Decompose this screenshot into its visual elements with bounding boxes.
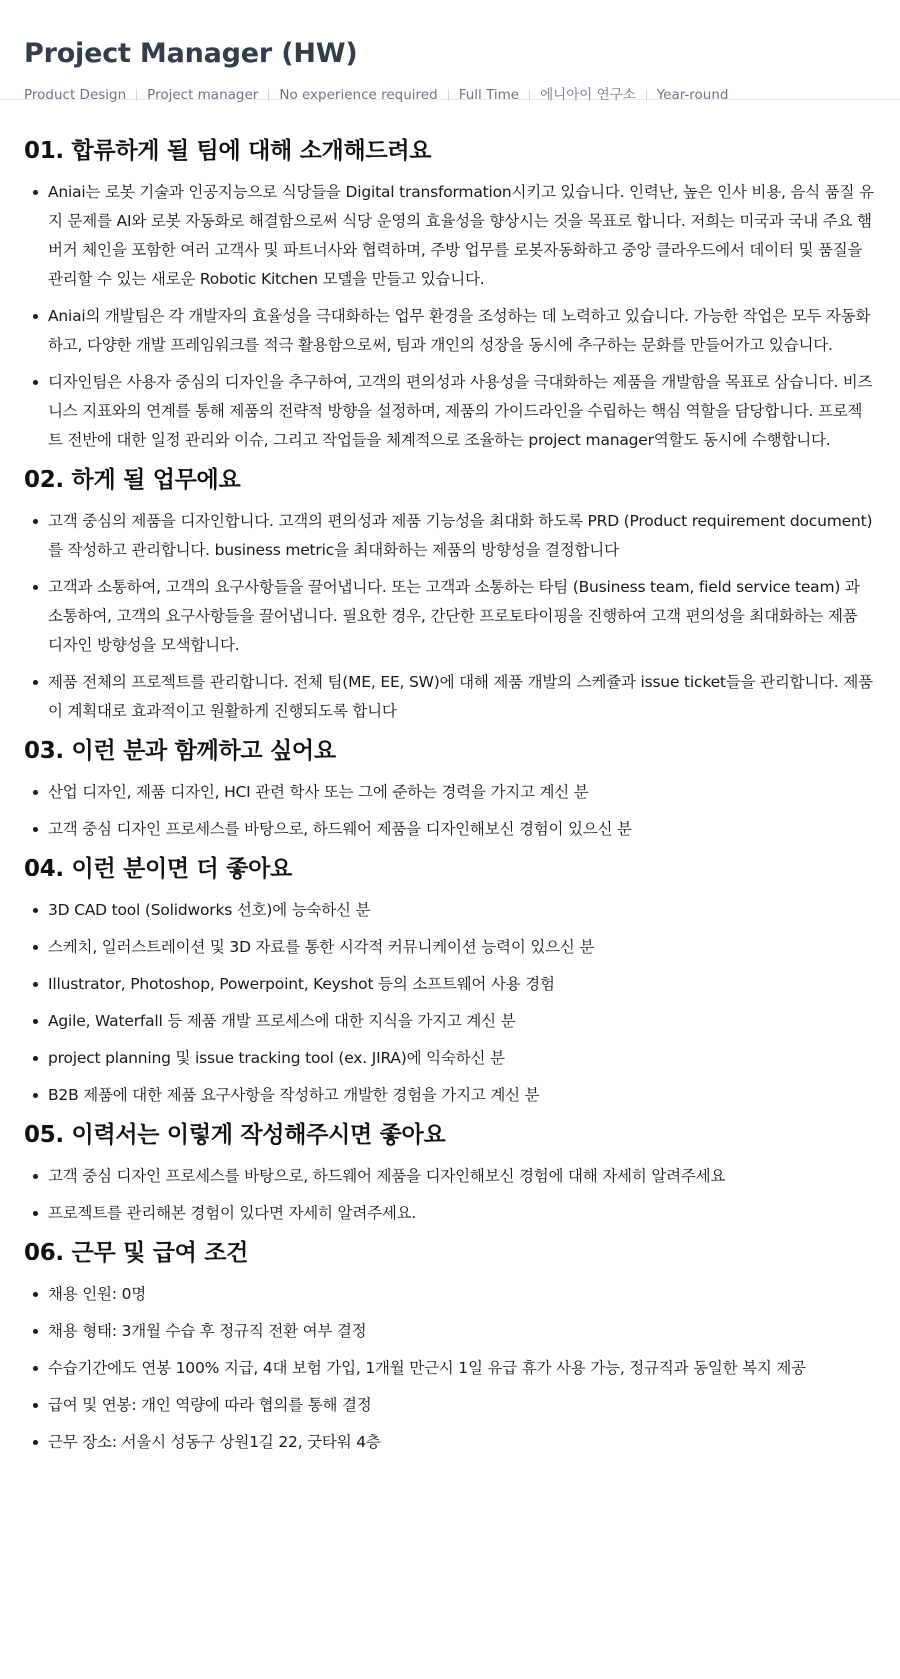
meta-company: 에니아이 연구소 <box>540 87 636 103</box>
list-item: 채용 인원: 0명 <box>48 1280 876 1309</box>
list-item: 디자인팀은 사용자 중심의 디자인을 추구하여, 고객의 편의성과 사용성을 극대화하는 제품을 개발함을 목표로 삼습니다. 비즈니스 지표와의 연계를 통해 제품의 전략적 방향을 설정하며, 제품의 가이드라인을 수립하는 핵심 역할을 담당합니다. 프로젝트 전반에 대한 일정 관리와 이슈, 그리고 작업들을 체계적으로 조율하는 project manager역할도 동시에 수행합니다. <box>48 368 876 455</box>
meta-divider <box>268 89 269 101</box>
section-resume-guide <box>24 1120 876 1228</box>
job-header <box>0 0 900 103</box>
list-item: 제품 전체의 프로젝트를 관리합니다. 전체 팀(ME, EE, SW)에 대해 제품 개발의 스케쥴과 issue ticket들을 관리합니다. 제품이 계획대로 효과적이고 원활하게 진행되도록 합니다 <box>48 668 876 726</box>
list-item: 채용 형태: 3개월 수습 후 정규직 전환 여부 결정 <box>48 1317 876 1346</box>
list-item: 수습기간에도 연봉 100% 지급, 4대 보험 가입, 1개월 만근시 1일 유급 휴가 사용 가능, 정규직과 동일한 복지 제공 <box>48 1354 876 1383</box>
section-title: 06. 근무 및 급여 조건 <box>24 1240 249 1266</box>
section-title: 05. 이력서는 이렇게 작성해주시면 좋아요 <box>24 1122 446 1148</box>
meta-divider <box>529 89 530 101</box>
list-item: project planning 및 issue tracking tool (ex. JIRA)에 익숙하신 분 <box>48 1044 876 1073</box>
list-item: 프로젝트를 관리해본 경험이 있다면 자세히 알려주세요. <box>48 1199 876 1228</box>
list-item: Aniai는 로봇 기술과 인공지능으로 식당들을 Digital transformation시키고 있습니다. 인력난, 높은 인사 비용, 음식 품질 유지 문제를 AI와 로봇 자동화로 해결함으로써 식당 운영의 효율성을 향상시는 것을 목표로 합니다. 저희는 미국과 국내 주요 햄버거 체인을 포함한 여러 고객사 및 파트너사와 협력하며, 주방 업무를 로봇자동화하고 중앙 클라우드에서 데이터 및 품질을 관리할 수 있는 새로운 Robotic Kitchen 모델을 만들고 있습니다. <box>48 178 876 294</box>
section-list <box>24 778 876 844</box>
meta-role: Project manager <box>147 87 259 103</box>
meta-divider <box>448 89 449 101</box>
list-item: 고객 중심 디자인 프로세스를 바탕으로, 하드웨어 제품을 디자인해보신 경험이 있으신 분 <box>48 815 876 844</box>
section-list <box>24 1162 876 1228</box>
section-title: 01. 합류하게 될 팀에 대해 소개해드려요 <box>24 138 432 164</box>
list-item: 고객 중심 디자인 프로세스를 바탕으로, 하드웨어 제품을 디자인해보신 경험에 대해 자세히 알려주세요 <box>48 1162 876 1191</box>
list-item: 산업 디자인, 제품 디자인, HCI 관련 학사 또는 그에 준하는 경력을 가지고 계신 분 <box>48 778 876 807</box>
section-preferred <box>24 854 876 1110</box>
list-item: 고객과 소통하여, 고객의 요구사항들을 끌어냅니다. 또는 고객과 소통하는 타팀 (Business team, field service team) 과 소통하여, 고객의 요구사항들을 끌어냅니다. 필요한 경우, 간단한 프로토타이핑을 진행하여 고객 편의성을 최대화하는 제품 디자인 방향성을 모색합니다. <box>48 573 876 660</box>
list-item: 급여 및 연봉: 개인 역량에 따라 협의를 통해 결정 <box>48 1391 876 1420</box>
list-item: 고객 중심의 제품을 디자인합니다. 고객의 편의성과 제품 기능성을 최대화 하도록 PRD (Product requirement document)를 작성하고 관리합니다. business metric을 최대화하는 제품의 방향성을 결정합니다 <box>48 507 876 565</box>
list-item: Agile, Waterfall 등 제품 개발 프로세스에 대한 지식을 가지고 계신 분 <box>48 1007 876 1036</box>
section-title: 02. 하게 될 업무에요 <box>24 467 241 493</box>
meta-employment-type: Full Time <box>458 87 520 103</box>
section-title: 03. 이런 분과 함께하고 싶어요 <box>24 738 336 764</box>
meta-divider <box>136 89 137 101</box>
list-item: Illustrator, Photoshop, Powerpoint, Keyshot 등의 소프트웨어 사용 경험 <box>48 970 876 999</box>
section-responsibilities <box>24 465 876 726</box>
meta-hiring-period: Year-round <box>656 87 729 103</box>
page-title: Project Manager (HW) <box>24 38 358 69</box>
list-item: 근무 장소: 서울시 성동구 상원1길 22, 굿타워 4층 <box>48 1428 876 1457</box>
list-item: B2B 제품에 대한 제품 요구사항을 작성하고 개발한 경험을 가지고 계신 분 <box>48 1081 876 1110</box>
section-team-intro <box>24 136 876 455</box>
list-item: 3D CAD tool (Solidworks 선호)에 능숙하신 분 <box>48 896 876 925</box>
section-list <box>24 1280 876 1457</box>
section-requirements <box>24 736 876 844</box>
section-list <box>24 507 876 726</box>
list-item: Aniai의 개발팀은 각 개발자의 효율성을 극대화하는 업무 환경을 조성하는 데 노력하고 있습니다. 가능한 작업은 모두 자동화하고, 다양한 개발 프레임워크를 적극 활용함으로써, 팀과 개인의 성장을 동시에 추구하는 문화를 만들어가고 있습니다. <box>48 302 876 360</box>
meta-experience: No experience required <box>279 87 438 103</box>
meta-divider <box>646 89 647 101</box>
section-title: 04. 이런 분이면 더 좋아요 <box>24 856 292 882</box>
job-description <box>0 100 900 1457</box>
section-conditions <box>24 1238 876 1457</box>
list-item: 스케치, 일러스트레이션 및 3D 자료를 통한 시각적 커뮤니케이션 능력이 있으신 분 <box>48 933 876 962</box>
section-list <box>24 178 876 455</box>
meta-category: Product Design <box>24 87 127 103</box>
section-list <box>24 896 876 1110</box>
